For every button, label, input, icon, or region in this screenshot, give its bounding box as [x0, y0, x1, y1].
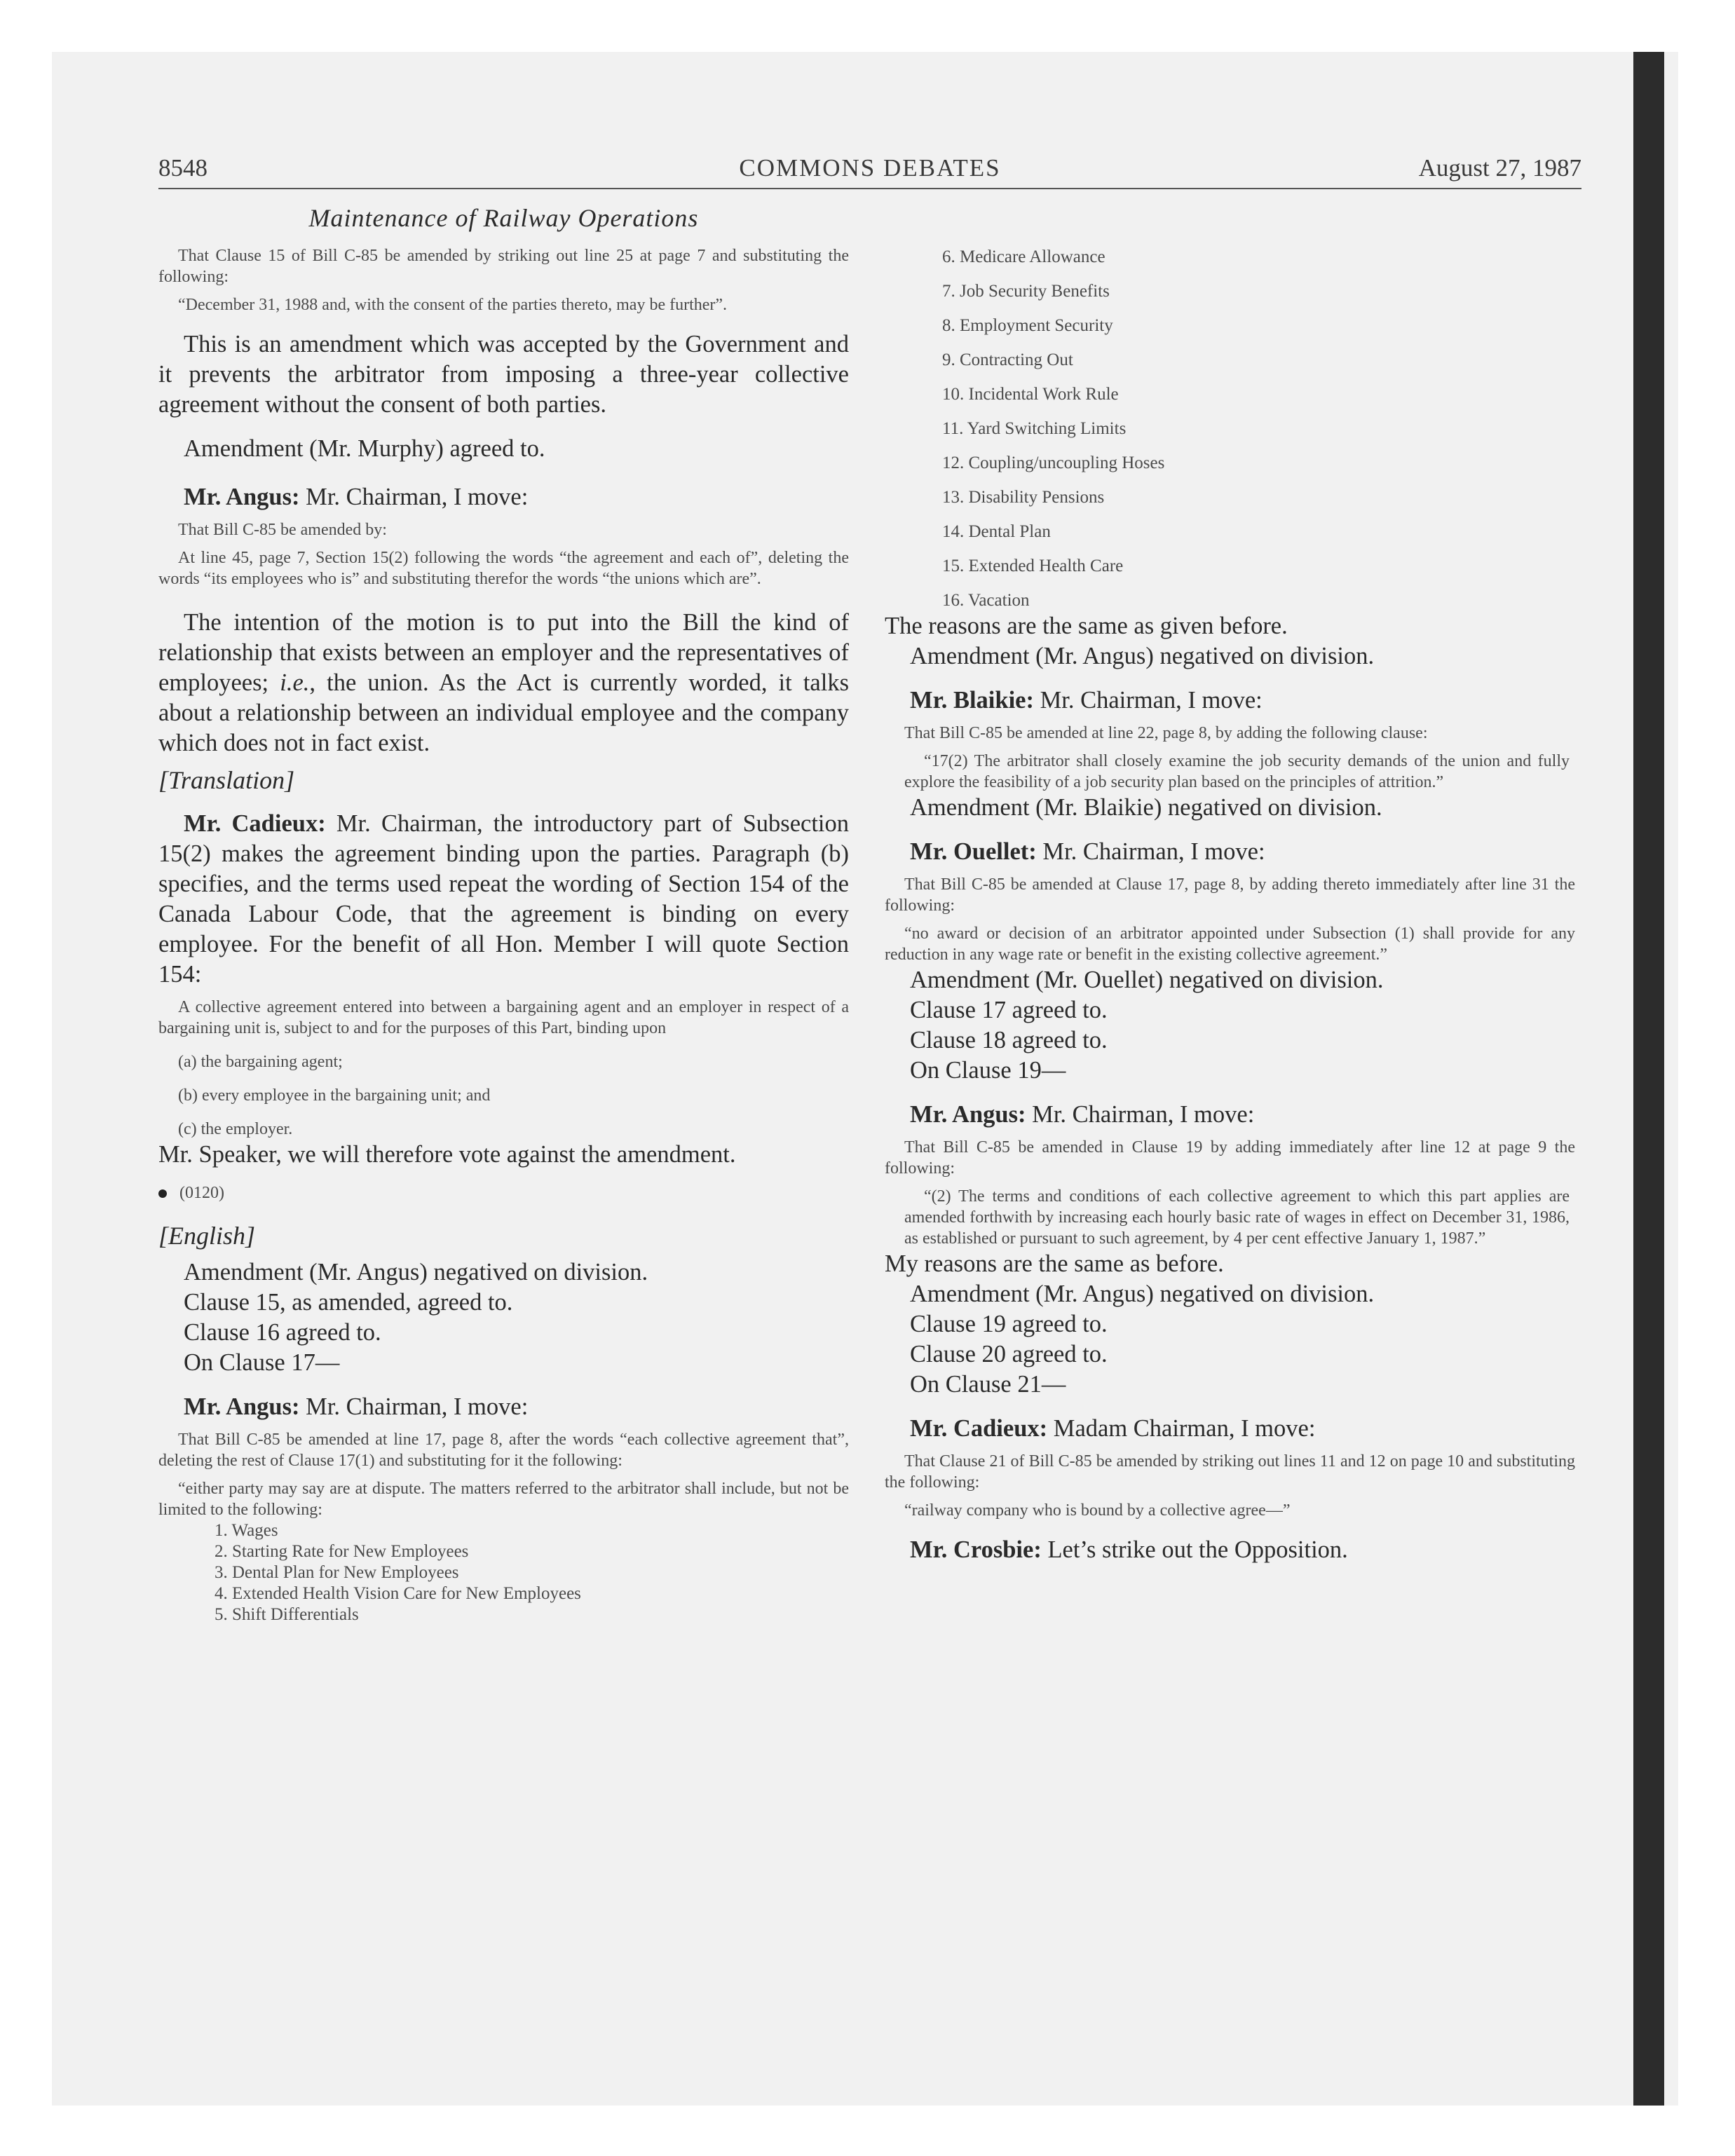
- list-item: 8. Employment Security: [942, 316, 1113, 335]
- list-item: 14. Dental Plan: [942, 522, 1051, 541]
- speech: [885, 837, 1575, 867]
- motion-quote: “(2) The terms and conditions of each collective agreement to which this part applies are amended forthwith by increasing each hourly basic rate of wages in effect on December 31, 1986, as established or pursuant to such agreement, by 4 per cent effective January 1, 1987.”: [904, 1187, 1570, 1248]
- proceeding: Clause 18 agreed to.: [910, 1027, 1108, 1053]
- list-item: 6. Medicare Allowance: [942, 247, 1105, 266]
- proceeding: On Clause 21—: [910, 1371, 1066, 1398]
- speaker-name: Mr. Angus:: [184, 1393, 300, 1420]
- speech-text: Mr. Chairman, I move:: [1036, 838, 1265, 865]
- motion-text: That Bill C-85 be amended by:: [178, 521, 387, 539]
- left-column: [158, 203, 849, 1625]
- scan-edge-shadow: [1633, 52, 1664, 2106]
- paragraph: [158, 608, 849, 758]
- list-item: 3. Dental Plan for New Employees: [215, 1563, 459, 1582]
- motion-quote: “no award or decision of an arbitrator appointed under Subsection (1) shall provide for any reduction in any wage rate or benefit in the existing collective agreement.”: [885, 925, 1575, 964]
- speaker-name: Mr. Cadieux:: [910, 1415, 1048, 1442]
- header-rule: [158, 188, 1581, 189]
- proceeding: Clause 15, as amended, agreed to.: [184, 1289, 513, 1316]
- bullet-dot: [158, 1189, 167, 1198]
- paragraph: This is an amendment which was accepted by the Government and it prevents the arbitrator from imposing a three-year collective agreement without the consent of both parties.: [158, 331, 849, 418]
- speaker-name: Mr. Cadieux:: [184, 810, 326, 837]
- english-marker: [English]: [158, 1222, 256, 1250]
- speech-text: Madam Chairman, I move:: [1047, 1415, 1316, 1442]
- speech: [885, 1414, 1575, 1444]
- list-item: 5. Shift Differentials: [215, 1605, 359, 1624]
- speech-text: Mr. Chairman, I move:: [299, 484, 529, 510]
- motion-text: That Clause 21 of Bill C-85 be amended by striking out lines 11 and 12 on page 10 and substituting the following:: [885, 1452, 1575, 1492]
- proceeding: On Clause 19—: [910, 1057, 1066, 1084]
- motion-text: That Bill C-85 be amended in Clause 19 by adding immediately after line 12 at page 9 the following:: [885, 1138, 1575, 1178]
- list-item: 13. Disability Pensions: [942, 488, 1105, 507]
- speaker-name: Mr. Blaikie:: [910, 687, 1034, 714]
- speech: [885, 1535, 1575, 1565]
- speech: [885, 685, 1575, 716]
- speech-text: Mr. Chairman, the introductory part of Subsection 15(2) makes the agreement binding upon the parties. Paragraph (b) specifies, and the terms used repeat the wording of Section 154 of the Canada Labour Code, that the agreement is binding on every employee. For the benefit of all Hon. Member I will quote Section 154:: [158, 810, 849, 988]
- list-item: 15. Extended Health Care: [942, 557, 1124, 575]
- speech: [158, 809, 849, 990]
- publication-title: COMMONS DEBATES: [739, 154, 1001, 182]
- list-item: 16. Vacation: [942, 591, 1030, 610]
- proceeding: Amendment (Mr. Blaikie) negatived on division.: [910, 794, 1382, 821]
- list-item: 2. Starting Rate for New Employees: [215, 1542, 469, 1561]
- proceeding: Amendment (Mr. Murphy) agreed to.: [184, 435, 545, 462]
- speaker-name: Mr. Angus:: [910, 1101, 1026, 1128]
- time-marker-text: (0120): [179, 1184, 224, 1202]
- proceeding: Clause 16 agreed to.: [184, 1319, 381, 1346]
- list-item: 9. Contracting Out: [942, 350, 1073, 369]
- speaker-name: Mr. Angus:: [184, 484, 300, 510]
- quoted-statute: A collective agreement entered into between a bargaining agent and an employer in respect of a bargaining unit is, subject to and for the purposes of this Part, binding upon: [158, 998, 849, 1037]
- list-item: 12. Coupling/uncoupling Hoses: [942, 453, 1165, 472]
- page-number: 8548: [158, 154, 207, 182]
- right-column: [885, 247, 1575, 1565]
- speech: [885, 1100, 1575, 1130]
- list-item: 4. Extended Health Vision Care for New Employees: [215, 1584, 581, 1603]
- proceeding: Amendment (Mr. Ouellet) negatived on division.: [910, 967, 1384, 993]
- quote-block: [885, 1186, 1575, 1249]
- proceeding: Amendment (Mr. Angus) negatived on division.: [184, 1259, 648, 1285]
- paragraph: Mr. Speaker, we will therefore vote against the amendment.: [158, 1141, 736, 1168]
- motion-text: At line 45, page 7, Section 15(2) following the words “the agreement and each of”, deleting the words “its employees who is” and substituting therefor the words “the unions which are”.: [158, 549, 849, 588]
- paragraph-part: , the union. As the Act is currently worded, it talks about a relationship between an individual employee and the company which does not in fact exist.: [158, 669, 850, 756]
- motion-quote: “railway company who is bound by a collective agree—”: [904, 1501, 1291, 1520]
- section-heading: Maintenance of Railway Operations: [308, 204, 699, 232]
- speech-text: Mr. Chairman, I move:: [1033, 687, 1263, 714]
- motion-quote: “17(2) The arbitrator shall closely examine the job security demands of the union and fully explore the feasibility of a job security plan based on the principles of attrition.”: [904, 752, 1570, 791]
- statute-item: (c) the employer.: [178, 1120, 293, 1138]
- list-item: 7. Job Security Benefits: [942, 282, 1110, 301]
- translation-marker: [Translation]: [158, 766, 295, 794]
- proceeding: Clause 19 agreed to.: [910, 1311, 1108, 1337]
- proceeding: Clause 20 agreed to.: [910, 1341, 1108, 1367]
- motion-text: That Clause 15 of Bill C-85 be amended by striking out line 25 at page 7 and substituting the following:: [158, 247, 849, 286]
- speaker-name: Mr. Crosbie:: [910, 1536, 1042, 1563]
- paragraph-italic: i.e.: [280, 669, 310, 696]
- list-item: 10. Incidental Work Rule: [942, 385, 1119, 404]
- speech-text: Mr. Chairman, I move:: [299, 1393, 529, 1420]
- speaker-name: Mr. Ouellet:: [910, 838, 1037, 865]
- motion-quote: “December 31, 1988 and, with the consent of the parties thereto, may be further”.: [178, 296, 728, 314]
- motion-quote: “either party may say are at dispute. The matters referred to the arbitrator shall include, but not be limited to the following:: [158, 1480, 849, 1519]
- page-header: [158, 154, 1581, 189]
- time-marker: [158, 1184, 849, 1203]
- paragraph-part: The intention of the motion is to put into the Bill the kind of relationship that exists between an employer and the representatives of employees;: [158, 609, 849, 696]
- paragraph: The reasons are the same as given before.: [885, 613, 1288, 639]
- speech: [158, 1392, 849, 1422]
- proceeding: On Clause 17—: [184, 1349, 340, 1376]
- speech-text: Let’s strike out the Opposition.: [1041, 1536, 1348, 1563]
- speech-text: Mr. Chairman, I move:: [1026, 1101, 1255, 1128]
- statute-item: (a) the bargaining agent;: [178, 1053, 343, 1071]
- paragraph: My reasons are the same as before.: [885, 1250, 1224, 1277]
- list-item: 1. Wages: [215, 1521, 278, 1540]
- publication-date: August 27, 1987: [1418, 154, 1581, 182]
- list-item: 11. Yard Switching Limits: [942, 419, 1127, 438]
- speech: [158, 482, 849, 512]
- motion-text: That Bill C-85 be amended at line 17, page 8, after the words “each collective agreement that”, deleting the rest of Clause 17(1) and substituting for it the following:: [158, 1431, 849, 1470]
- proceeding: Amendment (Mr. Angus) negatived on division.: [910, 1281, 1375, 1307]
- proceeding: Amendment (Mr. Angus) negatived on division.: [910, 643, 1375, 669]
- statute-item: (b) every employee in the bargaining unit; and: [178, 1086, 491, 1105]
- proceeding: Clause 17 agreed to.: [910, 997, 1108, 1023]
- motion-text: That Bill C-85 be amended at Clause 17, page 8, by adding thereto immediately after line 31 the following:: [885, 875, 1575, 915]
- quote-block: [885, 751, 1575, 793]
- motion-text: That Bill C-85 be amended at line 22, page 8, by adding the following clause:: [904, 724, 1428, 742]
